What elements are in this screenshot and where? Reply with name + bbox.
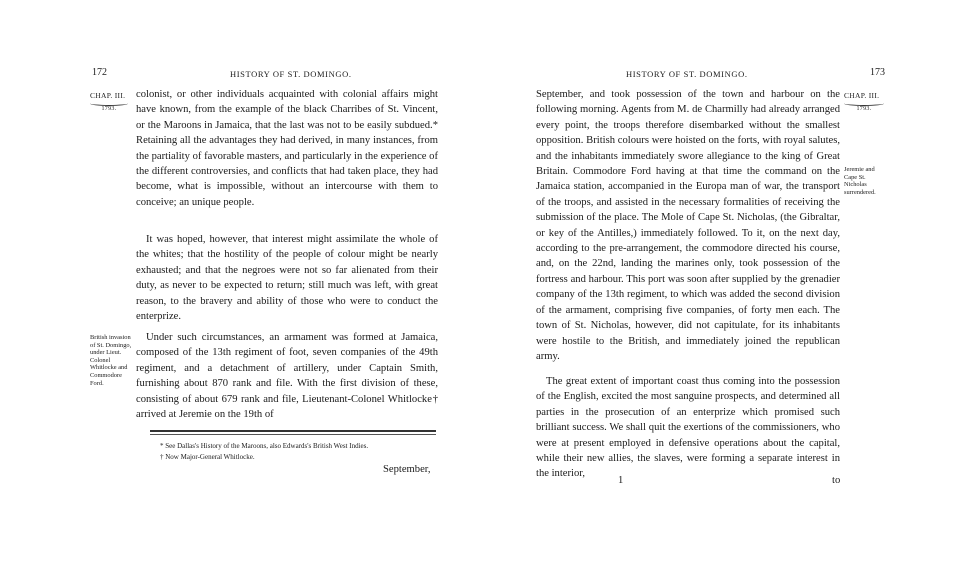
right-running-head: HISTORY OF ST. DOMINGO. (626, 69, 748, 79)
left-paragraph-1: colonist, or other individuals acquainted with colonial affairs might have known, from the example of the black Charribes of St. Vincent, or the Maroons in Jamaica, that the last was not to be easily subdued.* Retaining all the advantages they had derived, in many instances, from the partiality of favorable masters, and particularly in the experience of the different controversies, and conflicts that had taken place, they had become, what is impossible, without an intercourse with them to conceive; an unique people. (136, 89, 438, 208)
footnote-rule (150, 430, 436, 432)
right-paragraph-2: The great extent of important coast thus coming into the possession of the English, excited the most sanguine prospects, and determined all parties in the prosecution of an enterprize which promised such brilliant success. We shall quit the exertions of the commissioners, who were at present employed in defensive operations about the capital, while their new allies, the slaves, were forming a separate interest in the interior, (536, 376, 840, 480)
right-side-note: Jeremie and Cape St. Nicholas surrendered. (844, 166, 876, 196)
signature-mark: 1 (618, 475, 624, 486)
left-text-block-3 (136, 330, 438, 422)
right-paragraph-1: September, and took possession of the town and harbour on the following morning. Agents from M. de Charmilly had already arranged every point, the troops therefore disembarked without the smallest opposition. British colours were hoisted on the forts, with royal salutes, and the inhabitants immediately swore allegiance to the king of Great Britain. Commodore Ford having at that time the command on the Jamaica station, accompanied in the Europa man of war, the transport of the troops, and assisted in the necessary formalities of receiving the submission of the place. The Mole of Cape St. Nicholas, (the Gibraltar, or key of the Antilles,) immediately followed. To it, on the next day, according to the pre-arrangement, the commodore directed his course, and, on the 22nd, landing the marines only, took possession of the fortress and harbour. This port was soon after supplied by the grenadier company of the 13th regiment, to which was added the second division of the armament, comprising five companies, of forty men each. The town of St. Nicholas, however, did not capitulate, for its inhabitants were hostile to the British, and immediately joined the republican army. (536, 89, 840, 362)
left-catchword: September, (383, 464, 431, 475)
left-page (0, 0, 470, 563)
left-paragraph-3: Under such circumstances, an armament was formed at Jamaica, composed of the 13th regiment of foot, seven companies of the 49th regiment, and a detachment of artillery, under Captain Smith, furnishing about 870 rank and file. With the first division of these, consisting of about 679 rank and file, Lieutenant-Colonel Whitlocke† arrived at Jeremie on the 19th of (136, 332, 438, 421)
footnote-rule-thin (150, 434, 436, 435)
right-chapter-label: CHAP. III. (844, 91, 880, 100)
right-text-block-2 (536, 374, 840, 482)
left-paragraph-2: It was hoped, however, that interest might assimilate the whole of the whites; that the hostility of the people of colour might be nearly exhausted; and that the negroes were not so far alienated from their duty, as never to be expected to return; still much was left, with great reason, to the bravery and ability of those who were to conduct the enterprize. (136, 234, 438, 323)
left-chapter-marker (90, 91, 128, 112)
right-chapter-year: 1793. (856, 106, 872, 112)
right-text-block-1 (536, 87, 840, 364)
right-chapter-marker (844, 91, 884, 112)
right-catchword: to (832, 475, 841, 486)
left-text-block-1 (136, 87, 438, 210)
left-side-note: British invasion of St. Domingo, under Lieut. Colonel Whitlocke and Commodore Ford. (90, 334, 132, 387)
left-chapter-label: CHAP. III. (90, 91, 126, 100)
right-page (490, 0, 980, 563)
footnote-2: † Now Major-General Whitlocke. (160, 453, 255, 461)
left-chapter-year: 1793. (101, 106, 117, 112)
left-page-number: 172 (92, 67, 107, 78)
footnote-1: * See Dallas's History of the Maroons, also Edwards's British West Indies. (160, 442, 369, 450)
left-running-head: HISTORY OF ST. DOMINGO. (230, 69, 352, 79)
right-page-number: 173 (870, 67, 885, 78)
left-text-block-2 (136, 232, 438, 324)
